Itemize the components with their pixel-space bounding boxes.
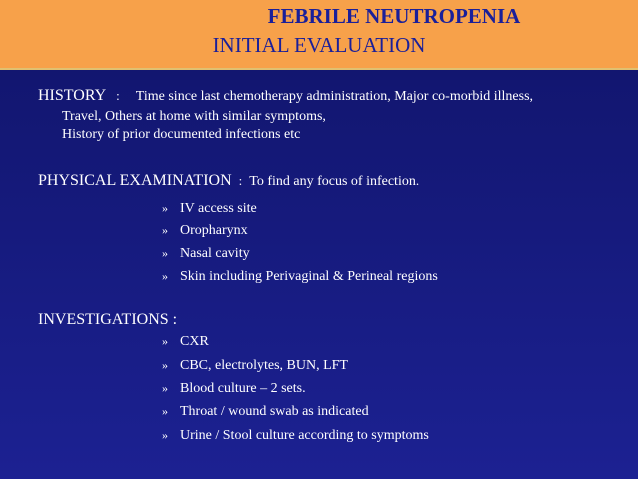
bullet-marker: » bbox=[162, 404, 168, 418]
physical-item-text: Skin including Perivaginal & Perineal regions bbox=[180, 269, 438, 284]
slide-body bbox=[0, 70, 638, 479]
physical-section bbox=[38, 172, 419, 190]
history-heading: HISTORY bbox=[38, 87, 107, 104]
investigations-heading: INVESTIGATIONS : bbox=[38, 311, 178, 328]
list-item bbox=[162, 358, 348, 374]
bullet-marker: » bbox=[162, 246, 168, 260]
list-item bbox=[162, 246, 250, 262]
history-line-3: History of prior documented infections etc bbox=[62, 127, 301, 142]
bullet-marker: » bbox=[162, 201, 168, 215]
physical-separator: : bbox=[238, 173, 243, 188]
list-item bbox=[162, 201, 257, 217]
investigation-item-text: CXR bbox=[180, 334, 209, 349]
slide-subtitle: INITIAL EVALUATION bbox=[212, 33, 426, 57]
title-banner bbox=[0, 0, 638, 70]
bullet-marker: » bbox=[162, 358, 168, 372]
physical-heading: PHYSICAL EXAMINATION bbox=[38, 172, 232, 189]
history-line-1: Time since last chemotherapy administration, Major co-morbid illness, bbox=[135, 89, 534, 104]
physical-item-text: Nasal cavity bbox=[180, 246, 250, 261]
investigation-item-text: CBC, electrolytes, BUN, LFT bbox=[180, 358, 348, 373]
physical-period: . bbox=[415, 173, 420, 188]
history-separator: : bbox=[116, 88, 120, 103]
investigation-item-text: Throat / wound swab as indicated bbox=[180, 404, 369, 419]
bullet-marker: » bbox=[162, 428, 168, 442]
bullet-marker: » bbox=[162, 381, 168, 395]
investigation-item-text: Urine / Stool culture according to symptoms bbox=[180, 428, 429, 443]
history-line-2: Travel, Others at home with similar symptoms, bbox=[62, 109, 326, 124]
physical-item-text: Oropharynx bbox=[180, 223, 248, 238]
bullet-marker: » bbox=[162, 334, 168, 348]
list-item bbox=[162, 269, 438, 285]
physical-item-text: IV access site bbox=[180, 201, 257, 216]
bullet-marker: » bbox=[162, 269, 168, 283]
history-section bbox=[38, 87, 533, 105]
list-item bbox=[162, 223, 248, 239]
bullet-marker: » bbox=[162, 223, 168, 237]
list-item bbox=[162, 334, 209, 350]
investigation-item-text: Blood culture – 2 sets. bbox=[180, 381, 306, 396]
slide-title: FEBRILE NEUTROPENIA bbox=[267, 4, 521, 28]
list-item bbox=[162, 428, 429, 444]
list-item bbox=[162, 404, 369, 420]
list-item bbox=[162, 381, 306, 397]
physical-desc: To find any focus of infection bbox=[249, 174, 416, 189]
